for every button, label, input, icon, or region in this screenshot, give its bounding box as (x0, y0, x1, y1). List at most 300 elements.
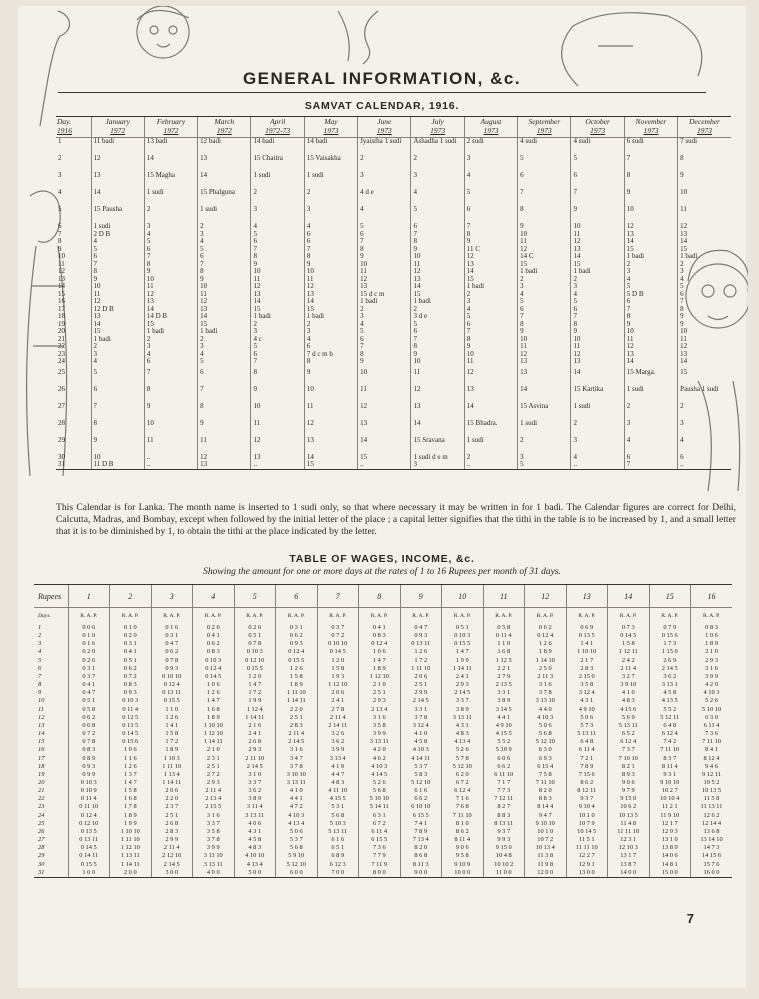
calendar-cell: 8 (571, 321, 624, 329)
calendar-cell: 15 Pausha (91, 206, 144, 223)
calendar-cell: 7 (251, 358, 304, 366)
calendar-cell: 7 (518, 189, 571, 206)
wages-amount-cell: 5 12 10 (442, 763, 484, 771)
calendar-cell: 4 (571, 454, 624, 462)
calendar-cell: 14 (411, 420, 464, 437)
calendar-row (56, 253, 731, 261)
month-year: 1973 (430, 126, 446, 135)
wages-amount-cell: 11 4 8 (608, 820, 650, 828)
calendar-day-cell: 13 (58, 275, 65, 283)
wages-amount-cell: 1 2 0 (234, 673, 276, 681)
calendar-month-header (198, 117, 251, 138)
calendar-cell: 15 (518, 261, 571, 269)
wages-day-cell: 3 (38, 640, 42, 648)
calendar-cell: 9 (304, 369, 357, 386)
wages-amount-cell: 0 6 9 (566, 624, 608, 632)
wages-amount-cell: 2 1 6 (234, 722, 276, 730)
calendar-cell: 11 (358, 386, 411, 403)
month-name: May (324, 117, 338, 126)
wages-amount-cell: 9 0 6 (608, 779, 650, 787)
wages-amount-cell: 6 4 8 (566, 738, 608, 746)
calendar-row (56, 291, 731, 299)
calendar-cell: 15 (678, 369, 731, 386)
wages-amount-cell: 1 15 0 (649, 648, 691, 656)
wage-rate-header: 11 (483, 585, 525, 608)
calendar-day-cell: 5 (58, 206, 62, 213)
wages-day-cell: 9 (38, 689, 42, 697)
calendar-cell: 5 (411, 206, 464, 223)
wages-amount-cell: 2 5 1 (400, 681, 442, 689)
month-year: 1973 (483, 126, 499, 135)
calendar-cell: 3 (464, 298, 517, 306)
calendar-cell: 12 (304, 420, 357, 437)
wages-amount-cell: 7 3 6 (359, 844, 401, 852)
wages-amount-cell: 4 13 4 (276, 820, 318, 828)
calendar-cell: 7 (91, 261, 144, 269)
wages-amount-cell: 6 0 6 (483, 755, 525, 763)
wages-amount-cell: 0 6 2 (151, 648, 193, 656)
calendar-day-cell: 3 (58, 172, 62, 179)
wages-amount-cell: 0 13 11 (400, 640, 442, 648)
calendar-cell: 1 sudi (571, 403, 624, 420)
calendar-day-cell: 8 (58, 238, 62, 245)
unit-label: R. A. P. (442, 608, 484, 625)
wage-rate-header: 7 (317, 585, 359, 608)
calendar-row (56, 336, 731, 344)
wages-row (34, 648, 732, 656)
calendar-month-header (251, 117, 304, 138)
wages-amount-cell: 7 11 10 (649, 746, 691, 754)
wages-amount-cell: 1 8 9 (110, 812, 152, 820)
wage-rate-header: 16 (691, 585, 733, 608)
wages-amount-cell: 4 3 1 (566, 697, 608, 705)
wages-row (34, 632, 732, 640)
wages-amount-cell: 3 7 8 (276, 763, 318, 771)
wages-title: TABLE OF WAGES, INCOME, &c. (289, 553, 475, 565)
wages-amount-cell: 0 1 6 (151, 624, 193, 632)
wages-amount-cell: 9 15 0 (483, 844, 525, 852)
wages-amount-cell: 1 12 5 (483, 657, 525, 665)
wages-row (34, 779, 732, 787)
wages-amount-cell: 10 0 0 (442, 869, 484, 878)
wages-amount-cell: 0 2 6 (68, 657, 110, 665)
wages-amount-cell: 0 1 6 (68, 640, 110, 648)
calendar-row (56, 358, 731, 366)
wages-amount-cell: 1 2 6 (276, 665, 318, 673)
calendar-cell: 8 (91, 420, 144, 437)
calendar-cell: 10 (518, 231, 571, 239)
calendar-cell: 15 Chaitra (251, 155, 304, 172)
calendar-cell: 6 (624, 298, 677, 306)
calendar-cell: 2 (464, 454, 517, 462)
calendar-cell: 9 (518, 328, 571, 336)
wages-amount-cell: 6 15 4 (525, 763, 567, 771)
wages-amount-cell: 2 5 1 (276, 714, 318, 722)
wages-amount-cell: 0 12 4 (68, 812, 110, 820)
calendar-cell: 12 (358, 276, 411, 284)
wages-amount-cell: 0 4 1 (193, 632, 235, 640)
calendar-cell: 1 badi (91, 336, 144, 344)
calendar-cell: 5 (91, 369, 144, 386)
wages-amount-cell: 0 3 7 (317, 624, 359, 632)
wages-amount-cell: 0 14 5 (608, 632, 650, 640)
calendar-cell: 7 (198, 386, 251, 403)
calendar-cell: 15 d c m (358, 291, 411, 299)
wages-amount-cell: 4 2 0 (359, 746, 401, 754)
calendar-cell: 2 (571, 276, 624, 284)
calendar-cell: 5 (358, 328, 411, 336)
calendar-day-cell: 19 (58, 320, 65, 328)
wages-amount-cell: 1 2 0 (317, 657, 359, 665)
calendar-cell: 11 (251, 276, 304, 284)
calendar-cell: 12 (411, 268, 464, 276)
calendar-cell: 5 (464, 313, 517, 321)
calendar-cell: 15 (571, 261, 624, 269)
wages-amount-cell: 3 13 4 (317, 755, 359, 763)
calendar-cell: 11 badi (91, 138, 144, 156)
calendar-cell: Pausha 1 sudi (678, 386, 731, 403)
calendar-cell: 4 (678, 276, 731, 284)
wages-day-cell: 25 (38, 819, 45, 827)
wages-amount-cell: 9 4 6 (691, 763, 733, 771)
month-name: August (480, 117, 502, 126)
wages-amount-cell: 4 14 5 (359, 771, 401, 779)
calendar-title: SAMVAT CALENDAR, 1916. (304, 100, 460, 112)
wages-amount-cell: 10 10 4 (649, 795, 691, 803)
wages-amount-cell: 2 0 6 (151, 787, 193, 795)
wages-amount-cell: 8 12 4 (691, 755, 733, 763)
calendar-cell: 7 (411, 231, 464, 239)
wages-amount-cell: 3 5 8 (193, 828, 235, 836)
wages-day-cell: 19 (38, 770, 45, 778)
calendar-cell: 6 (624, 454, 677, 462)
wages-amount-cell: 6 12 3 (317, 861, 359, 869)
calendar-cell: 7 (624, 461, 677, 469)
calendar-cell: 1 sudi (198, 206, 251, 223)
calendar-cell: 3 (411, 172, 464, 189)
wages-amount-cell: 8 8 3 (525, 795, 567, 803)
calendar-cell: 10 (304, 386, 357, 403)
calendar-row (56, 321, 731, 329)
wages-amount-cell: 7 1 6 (442, 795, 484, 803)
wages-amount-cell: 4 1 0 (317, 763, 359, 771)
calendar-cell: 13 (678, 351, 731, 359)
wages-amount-cell: 4 5 8 (400, 738, 442, 746)
wages-amount-cell: 5 6 9 (608, 714, 650, 722)
wages-subtitle: Showing the amount for one or more days at the rates of 1 to 16 Rupees per month of 31 days. (203, 567, 561, 577)
wages-amount-cell: 0 5 8 (68, 706, 110, 714)
calendar-cell: 2 (251, 189, 304, 206)
wages-amount-cell: 9 15 0 (608, 795, 650, 803)
wages-day-cell: 20 (38, 778, 45, 786)
wages-amount-cell: 0 4 1 (359, 624, 401, 632)
wages-amount-cell: 0 10 3 (68, 779, 110, 787)
calendar-cell: 3 (198, 343, 251, 351)
calendar-cell: 14 (304, 454, 357, 462)
month-name: June (377, 117, 392, 126)
calendar-cell: 5 (518, 298, 571, 306)
wages-row (34, 730, 732, 738)
wage-rate-header: 8 (359, 585, 401, 608)
calendar-cell: 2 D B (91, 231, 144, 239)
calendar-cell: 9 (411, 351, 464, 359)
wages-amount-cell: 2 11 4 (276, 730, 318, 738)
wages-amount-cell: 4 8 3 (317, 779, 359, 787)
calendar-cell: 12 (251, 283, 304, 291)
calendar-cell: 13 (571, 246, 624, 254)
wages-amount-cell: 3 3 7 (442, 697, 484, 705)
wages-amount-cell: 4 0 0 (193, 869, 235, 878)
samvat-calendar-table (56, 116, 731, 470)
calendar-cell: 10 (464, 351, 517, 359)
calendar-cell: 14 D B (144, 313, 197, 321)
calendar-cell: .. (144, 461, 197, 469)
wages-amount-cell: 7 11 10 (442, 812, 484, 820)
calendar-cell: 2 (91, 343, 144, 351)
wages-amount-cell: 0 14 5 (110, 730, 152, 738)
calendar-cell: 4 (678, 437, 731, 454)
wages-amount-cell: 7 4 1 (400, 820, 442, 828)
wages-amount-cell: 0 7 8 (151, 657, 193, 665)
wages-day-cell: 12 (38, 713, 45, 721)
wages-amount-cell: 1 1 6 (110, 755, 152, 763)
wages-amount-cell: 11 11 10 (566, 844, 608, 852)
wages-amount-cell: 5 12 10 (276, 861, 318, 869)
wages-amount-cell: 5 10 10 (359, 795, 401, 803)
wages-amount-cell: 0 0 6 (68, 624, 110, 632)
calendar-cell: 13 (411, 276, 464, 284)
wages-amount-cell: 0 15 5 (234, 665, 276, 673)
calendar-cell: .. (144, 454, 197, 462)
wages-amount-cell: 3 5 8 (566, 681, 608, 689)
wages-day-cell: 7 (38, 672, 42, 680)
wages-row (34, 706, 732, 714)
wages-day-cell: 23 (38, 803, 45, 811)
calendar-cell: 3 (518, 454, 571, 462)
wages-amount-cell: 5 0 6 (525, 722, 567, 730)
wages-amount-cell: 2 7 2 (193, 771, 235, 779)
wages-amount-cell: 10 6 2 (608, 803, 650, 811)
calendar-cell: 14 (251, 298, 304, 306)
calendar-cell: 10 (411, 253, 464, 261)
wages-amount-cell: 5 14 11 (359, 803, 401, 811)
calendar-cell: 15 (304, 306, 357, 314)
calendar-cell: 1 badi (518, 268, 571, 276)
calendar-day-cell: 14 (58, 283, 65, 290)
wages-amount-cell: 13 8 9 (649, 844, 691, 852)
calendar-cell: 3 (358, 313, 411, 321)
wages-amount-cell: 5 10 10 (691, 706, 733, 714)
calendar-cell: 2 (678, 261, 731, 269)
calendar-cell: 5 (411, 321, 464, 329)
wages-amount-cell: 1 14 11 (151, 779, 193, 787)
month-name: October (585, 117, 610, 126)
wages-amount-cell: 2 9 9 (151, 836, 193, 844)
wages-amount-cell: 2 6 9 (649, 657, 691, 665)
calendar-cell: 4 sudi (518, 138, 571, 156)
wages-amount-cell: 3 13 11 (276, 779, 318, 787)
wages-amount-cell: 1 12 10 (317, 681, 359, 689)
wage-rate-header: 15 (649, 585, 691, 608)
wages-amount-cell: 1 8 9 (276, 681, 318, 689)
wages-day-cell: 11 (38, 705, 44, 713)
calendar-cell: 11 (198, 437, 251, 454)
wages-amount-cell: 3 10 10 (276, 771, 318, 779)
calendar-row (56, 283, 731, 291)
wages-amount-cell: 8 11 4 (649, 763, 691, 771)
calendar-cell: 3 (624, 420, 677, 437)
calendar-cell: 9 (358, 358, 411, 366)
wages-amount-cell: 0 3 1 (68, 665, 110, 673)
calendar-cell: 3 (678, 268, 731, 276)
wages-amount-cell: 6 15 5 (400, 812, 442, 820)
wages-amount-cell: 8 12 11 (566, 787, 608, 795)
month-name: January (105, 117, 130, 126)
wages-amount-cell: 0 6 2 (276, 632, 318, 640)
calendar-cell: 9 (678, 172, 731, 189)
calendar-cell: 2 (624, 403, 677, 420)
month-year: 1972 (163, 126, 179, 135)
calendar-cell: 4 (251, 223, 304, 231)
calendar-month-header (678, 117, 731, 138)
wages-amount-cell: 4 1 0 (276, 787, 318, 795)
calendar-row (56, 155, 731, 172)
wages-amount-cell: 1 4 7 (359, 657, 401, 665)
wages-amount-cell: 3 7 8 (400, 714, 442, 722)
wages-row (34, 697, 732, 705)
wages-amount-cell: 2 5 1 (359, 689, 401, 697)
calendar-cell: 7 (251, 246, 304, 254)
wages-amount-cell: 0 10 10 (317, 640, 359, 648)
calendar-cell: 12 D B (91, 306, 144, 314)
calendar-cell: 15 Vaisakha (304, 155, 357, 172)
wages-amount-cell: 2 9 3 (193, 779, 235, 787)
calendar-day-cell: 17 (58, 305, 65, 313)
calendar-cell: 1 badi (678, 253, 731, 261)
wages-day-cell: 8 (38, 681, 42, 689)
calendar-cell: 7 (198, 261, 251, 269)
wages-amount-cell: 2 5 1 (151, 812, 193, 820)
calendar-cell: 12 (464, 369, 517, 386)
wages-row (34, 763, 732, 771)
wages-amount-cell: 7 1 7 (483, 779, 525, 787)
calendar-cell: 9 (251, 386, 304, 403)
wages-amount-cell: 7 5 8 (525, 771, 567, 779)
wages-amount-cell: 11 5 8 (691, 795, 733, 803)
wages-amount-cell: 0 10 3 (193, 657, 235, 665)
calendar-cell: .. (571, 461, 624, 469)
wages-amount-cell: 4 9 10 (566, 706, 608, 714)
calendar-cell: 7 sudi (678, 138, 731, 156)
wages-amount-cell: 0 6 2 (110, 665, 152, 673)
month-year: 1973 (376, 126, 392, 135)
calendar-cell: 10 (144, 420, 197, 437)
calendar-cell: 11 (571, 231, 624, 239)
calendar-cell: 14 (464, 403, 517, 420)
wages-amount-cell: 4 8 3 (234, 844, 276, 852)
calendar-cell: 11 C (464, 246, 517, 254)
wages-amount-cell: 4 8 3 (608, 697, 650, 705)
calendar-cell: 6 (571, 172, 624, 189)
calendar-cell: 7 d c m b (304, 351, 357, 359)
wage-rate-header: 4 (193, 585, 235, 608)
calendar-cell: 9 (251, 261, 304, 269)
wages-amount-cell: 0 8 3 (691, 624, 733, 632)
document-page (18, 6, 746, 988)
wages-amount-cell: 2 9 9 (400, 689, 442, 697)
wages-amount-cell: 1 4 7 (193, 697, 235, 705)
month-name: December (689, 117, 720, 126)
wages-amount-cell: 5 12 11 (649, 714, 691, 722)
wages-row (34, 812, 732, 820)
wages-amount-cell: 4 6 2 (359, 755, 401, 763)
calendar-day-cell: 29 (58, 436, 65, 444)
calendar-cell: 9 (358, 253, 411, 261)
wages-amount-cell: 5 6 8 (317, 812, 359, 820)
wages-amount-cell: 5 10 3 (317, 820, 359, 828)
month-name: February (156, 117, 186, 126)
calendar-cell: 7 (358, 343, 411, 351)
calendar-row (56, 138, 731, 156)
wages-amount-cell: 1 2 6 (151, 714, 193, 722)
wages-row (34, 624, 732, 632)
calendar-cell: 9 (91, 276, 144, 284)
calendar-cell: 9 (198, 420, 251, 437)
wages-amount-cell: 2 0 6 (317, 689, 359, 697)
wages-amount-cell: 1 4 7 (110, 779, 152, 787)
calendar-cell: 14 (304, 298, 357, 306)
wages-amount-cell: 1 6 8 (483, 648, 525, 656)
calendar-cell: 10 (518, 336, 571, 344)
wages-amount-cell: 1 8 9 (691, 640, 733, 648)
calendar-cell: 7 (571, 189, 624, 206)
calendar-row (56, 261, 731, 269)
calendar-cell: 2 (411, 155, 464, 172)
calendar-row (56, 238, 731, 246)
unit-label: R. A. P. (68, 608, 110, 625)
wages-amount-cell: 6 6 2 (400, 795, 442, 803)
calendar-cell: 14 (198, 313, 251, 321)
wages-amount-cell: 0 4 7 (68, 689, 110, 697)
wages-amount-cell: 2 9 3 (234, 746, 276, 754)
wages-amount-cell: 1 4 7 (442, 648, 484, 656)
calendar-cell: 12 (198, 298, 251, 306)
wages-amount-cell: 5 13 11 (566, 730, 608, 738)
wages-amount-cell: 4 11 10 (317, 787, 359, 795)
wages-amount-cell: 5 7 3 (566, 722, 608, 730)
wages-amount-cell: 1 9 9 (442, 657, 484, 665)
wages-amount-cell: 5 9 10 (276, 852, 318, 860)
wages-amount-cell: 4 15 5 (483, 730, 525, 738)
wages-amount-cell: 6 9 3 (525, 755, 567, 763)
calendar-cell: 8 (304, 253, 357, 261)
calendar-footnote: This Calendar is for Lanka. The month name is inserted to 1 sudi only, so that where necessary it may be written in for 1 badi. The Calendar figures are correct for Delhi, Calcutta, Madras, and Bombay, except when followed by the initial letter of the place ; a capital letter signifies that the tithi in the table is to be increased by 1, and a small letter that it is to be diminished by 1, to obtain the tithi at the place indicated by the letter. (56, 502, 736, 538)
wages-amount-cell: 0 6 2 (68, 714, 110, 722)
calendar-cell: 14 (464, 268, 517, 276)
wages-amount-cell: 9 10 9 (442, 861, 484, 869)
calendar-cell: 15 Kartika (571, 386, 624, 403)
wages-amount-cell: 0 14 5 (193, 673, 235, 681)
calendar-cell: 2 (358, 155, 411, 172)
calendar-cell: 11 (411, 261, 464, 269)
wages-amount-cell: 4 7 2 (276, 803, 318, 811)
wages-amount-cell: 1 11 10 (276, 689, 318, 697)
wages-amount-cell: 8 6 8 (400, 852, 442, 860)
wages-amount-cell: 12 9 3 (649, 828, 691, 836)
calendar-day-cell: 4 (58, 189, 62, 196)
wages-row (34, 787, 732, 795)
calendar-day-header (56, 117, 91, 138)
